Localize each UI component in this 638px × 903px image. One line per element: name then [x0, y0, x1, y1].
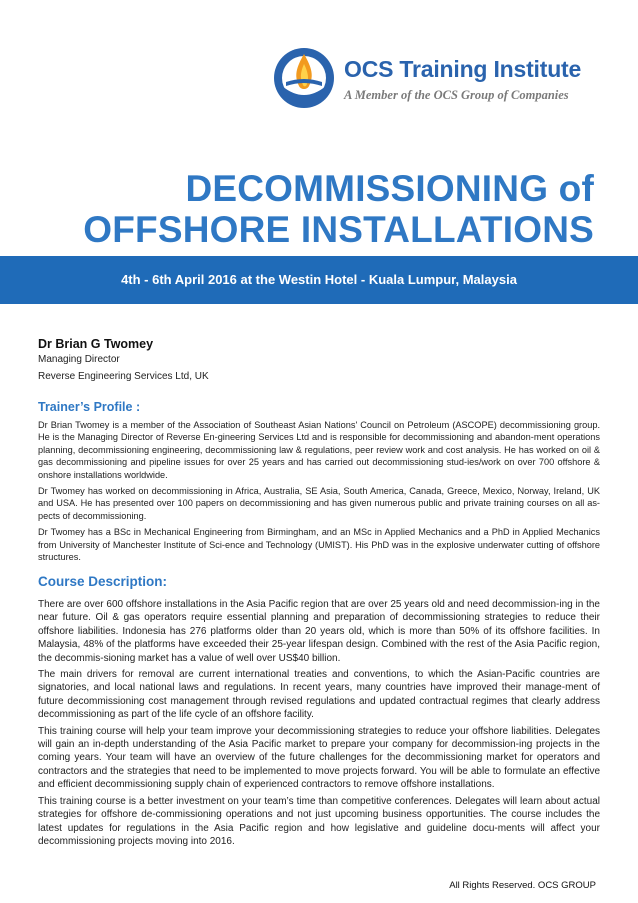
title-line-1: DECOMMISSIONING of — [185, 168, 594, 209]
course-paragraph: This training course is a better investment on your team’s time than competitive conferences. Delegates will learn about actual strategies for offshore de-commissioning operations and not just upcoming business opportunities. The course includes the latest updates for regulations in the Asia Pacific region and how legislative and guideline docu-ments will affect your decommissioning projects moving into 2016. — [38, 795, 600, 847]
course-paragraph: There are over 600 offshore installations in the Asia Pacific region that are over 25 years old and need decommission-ing in the near future. Oil & gas operators require essential planning and preparation of decommissioning strategies to reduce their offshore liabilities. Indonesia has 276 platforms older than 20 years old, which is more than 50% of its offshore facilities. In Malaysia, 48% of the platforms have exceeded their 25-year lifespan design. Combined with the rest of the Asia Pacific region, the decommis-sioning market has a value of well over US$40 billion. — [38, 599, 600, 664]
trainer-role: Managing Director — [38, 354, 120, 365]
trainer-profile-heading: Trainer’s Profile : — [38, 400, 141, 414]
trainer-info — [38, 337, 598, 384]
course-paragraph: The main drivers for removal are current international treaties and conventions, to which the Asian-Pacific countries are signatories, and local national laws and regulations. In recent years, many countries have improved their manage-ment of future decommissioning cost management through revised regulations and updated contractual regimes that clearly address decommissioning as part of the life cycle of an offshore facility. — [38, 669, 600, 721]
event-date-location: 4th - 6th April 2016 at the Westin Hotel - Kuala Lumpur, Malaysia — [121, 272, 517, 287]
ocs-logo — [272, 46, 592, 112]
profile-paragraph: Dr Twomey has worked on decommissioning in Africa, Australia, SE Asia, South America, Canada, Greece, Mexico, Norway, Ireland, UK and USA. He has presented over 100 papers on decommissioning and has given numerous public and private training courses on all as-pects of decommissioning. — [38, 486, 600, 521]
trainer-name: Dr Brian G Twomey — [38, 337, 154, 351]
document-title — [83, 168, 594, 250]
footer-copyright: All Rights Reserved. OCS GROUP — [449, 880, 596, 891]
trainer-profile — [38, 419, 600, 567]
profile-paragraph: Dr Brian Twomey is a member of the Association of Southeast Asian Nations' Council on Petroleum (ASCOPE) decommissioning group. He is the Managing Director of Reverse En-gineering Services Ltd and is responsible for decommissioning and abandon-ment operations planning, decommissioning engineering, decommissioning law & regulations, peer review work and cost analysis. He has worked on oil & gas decommissioning and pipeline issues for over 25 years and has carried out decommissioning stud-ies/work on over 700 offshore & onshore installations worldwide. — [38, 420, 600, 480]
course-paragraph: This training course will help your team improve your decommissioning strategies to reduce your offshore liabilities. Delegates will gain an in-depth understanding of the Asia Pacific market to prepare your company for decommission-ing projects in the coming years. Your team will have an overview of the future challenges for the decommissioning market for operators and contractors and the strategies that need to be implemented to move projects forward. You will be able to formulate an effective and efficient decommissioning supply chain of experienced contractors to remove offshore installations. — [38, 725, 600, 791]
course-description-heading: Course Description: — [38, 574, 168, 589]
brand-name: OCS Training Institute — [344, 56, 582, 82]
trainer-company: Reverse Engineering Services Ltd, UK — [38, 371, 209, 382]
ocs-flame-logo-icon — [272, 46, 336, 110]
brand-tagline: A Member of the OCS Group of Companies — [344, 88, 569, 102]
title-line-2: OFFSHORE INSTALLATIONS — [83, 209, 594, 250]
profile-paragraph: Dr Twomey has a BSc in Mechanical Engineering from Birmingham, and an MSc in Applied Mechanics and a PhD in Applied Mechanics from University of Manchester Institute of Sci-ence and Technology (UMIST). His PhD was in the explosive underwater cutting of offshore structures. — [38, 527, 600, 563]
course-description — [38, 598, 600, 851]
event-banner — [0, 256, 638, 304]
